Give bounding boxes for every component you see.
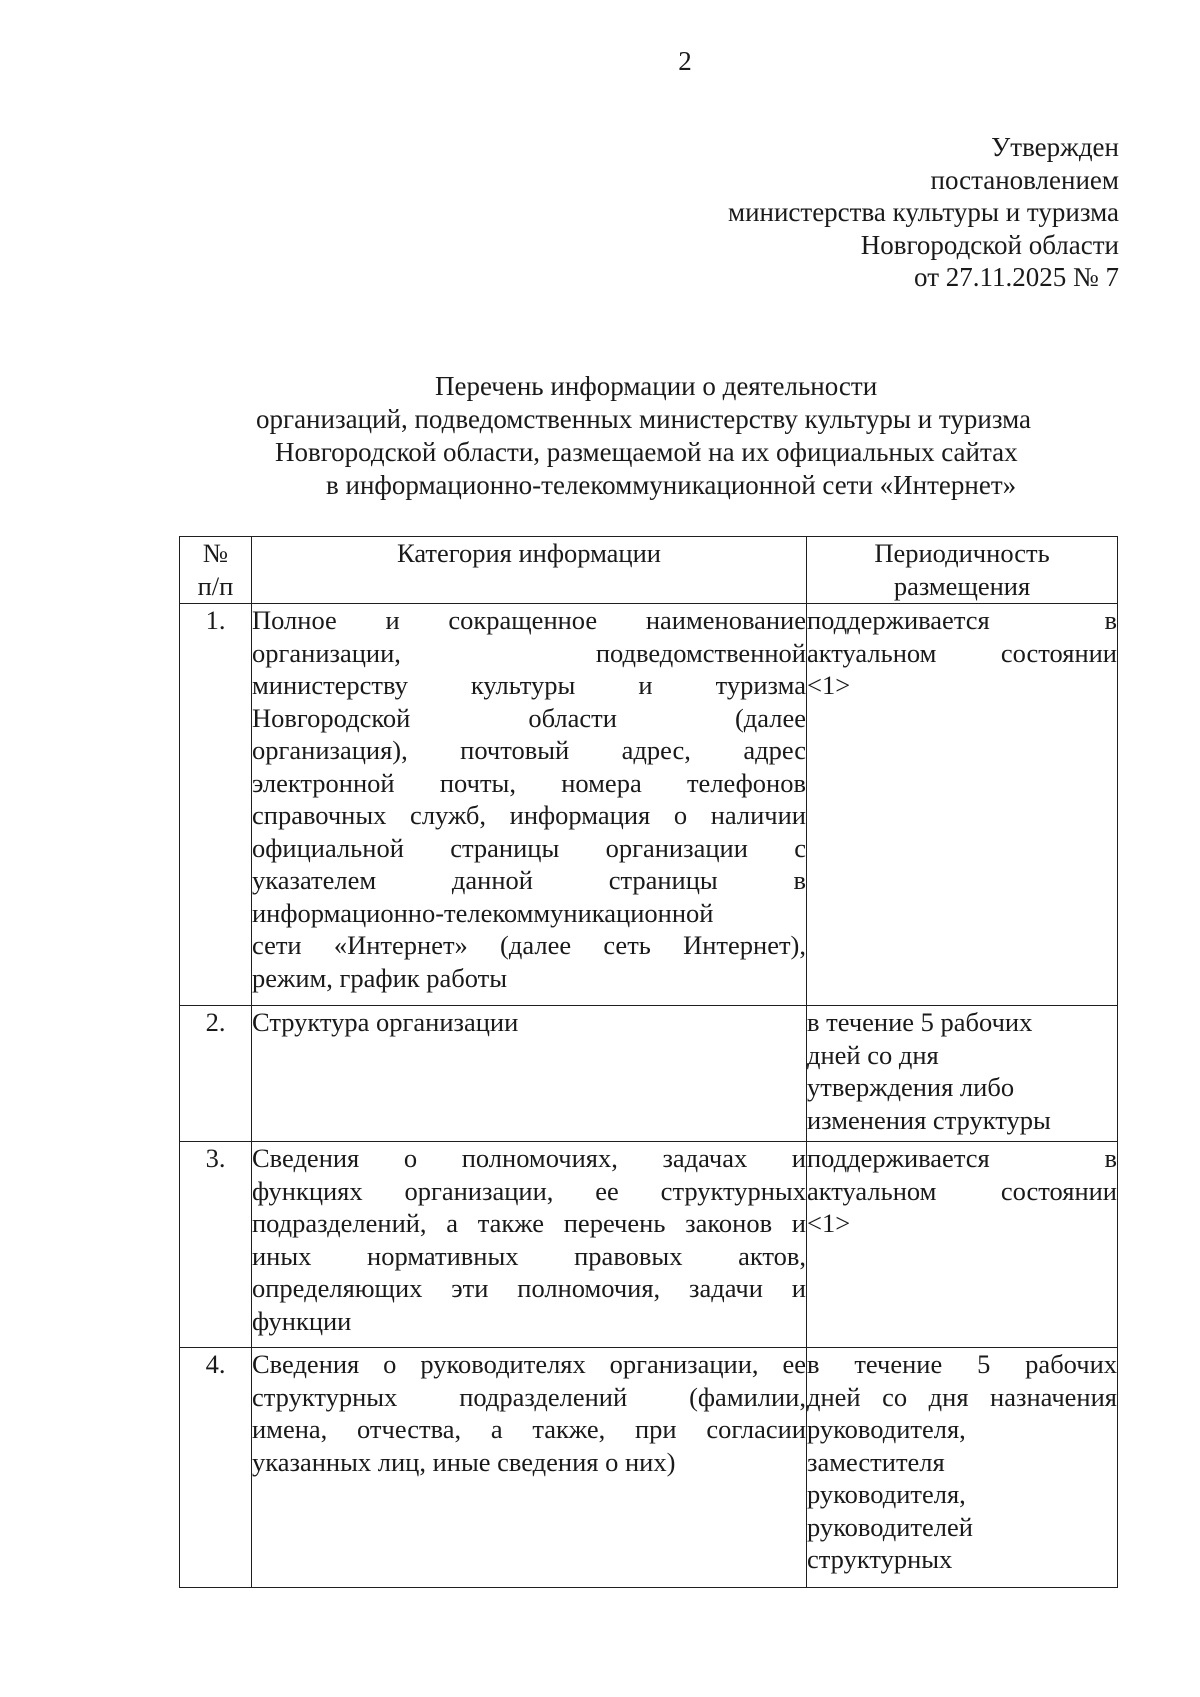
header-category-label: Категория информации bbox=[397, 538, 661, 568]
text-line: информационно-телекоммуникационной bbox=[252, 897, 714, 928]
approval-block bbox=[728, 131, 1119, 294]
row-category bbox=[252, 604, 807, 1006]
text-line: поддерживается в bbox=[807, 605, 1117, 635]
text-line: указанных лиц, иные сведения о них) bbox=[252, 1446, 676, 1477]
header-category bbox=[252, 537, 807, 604]
text-line: Сведения о полномочиях, задачах и bbox=[252, 1143, 806, 1173]
row-category bbox=[252, 1142, 807, 1348]
text-line: актуальном состоянии bbox=[807, 637, 1117, 668]
title-line: в информационно-телекоммуникационной сети «Интернет» bbox=[326, 470, 1017, 500]
information-table bbox=[179, 536, 1118, 1588]
text-line: официальной страницы организации с bbox=[252, 832, 806, 863]
text-line: поддерживается в bbox=[807, 1143, 1117, 1173]
table-row bbox=[180, 1348, 1118, 1588]
table-row bbox=[180, 1142, 1118, 1348]
text-line: Сведения о руководителях организации, ее bbox=[252, 1349, 806, 1379]
row-category bbox=[252, 1348, 807, 1588]
text-line: заместителя bbox=[807, 1446, 945, 1477]
text-line: утверждения либо bbox=[807, 1072, 1015, 1102]
text-line: руководителя, bbox=[807, 1414, 966, 1444]
approval-line: Новгородской области bbox=[860, 229, 1119, 260]
text-line: сети «Интернет» (далее сеть Интернет), bbox=[252, 930, 806, 960]
text-line: функциях организации, ее структурных bbox=[252, 1175, 806, 1206]
row-number: 2. bbox=[180, 1006, 252, 1142]
text-line: организации, подведомственной bbox=[252, 637, 806, 668]
text-line: министерству культуры и туризма bbox=[252, 670, 806, 700]
text-line: Полное и сокращенное наименование bbox=[252, 605, 806, 635]
header-number-line: № bbox=[202, 538, 229, 568]
text-line: иных нормативных правовых актов, bbox=[252, 1240, 806, 1271]
row-number: 4. bbox=[180, 1348, 252, 1588]
text-line: <1> bbox=[807, 1208, 851, 1238]
text-line: режим, график работы bbox=[252, 962, 508, 993]
text-line: имена, отчества, а также, при согласии bbox=[252, 1414, 806, 1444]
header-period-line: Периодичность bbox=[874, 538, 1050, 568]
title-line: Новгородской области, размещаемой на их официальных сайтах bbox=[275, 437, 1018, 467]
row-period bbox=[807, 1006, 1118, 1142]
header-number bbox=[180, 537, 252, 604]
text-line: Структура организации bbox=[252, 1007, 519, 1037]
approval-line: от 27.11.2025 № 7 bbox=[914, 262, 1119, 292]
text-line: руководителя, bbox=[807, 1479, 966, 1509]
table-row bbox=[180, 1006, 1118, 1142]
title-line: организаций, подведомственных министерству культуры и туризма bbox=[256, 404, 1031, 434]
row-period bbox=[807, 604, 1118, 1006]
text-line: функции bbox=[252, 1305, 352, 1336]
row-number: 3. bbox=[180, 1142, 252, 1348]
row-number: 1. bbox=[180, 604, 252, 1006]
text-line: в течение 5 рабочих bbox=[807, 1007, 1033, 1037]
approval-line: постановлением bbox=[930, 164, 1119, 195]
approval-line: министерства культуры и туризма bbox=[727, 197, 1119, 227]
header-number-line: п/п bbox=[197, 570, 234, 601]
text-line: указателем данной страницы в bbox=[252, 865, 806, 895]
row-period bbox=[807, 1142, 1118, 1348]
table-row bbox=[180, 604, 1118, 1006]
approval-line: Утвержден bbox=[991, 132, 1119, 162]
text-line: руководителей bbox=[807, 1511, 973, 1542]
text-line: актуальном состоянии bbox=[807, 1175, 1117, 1206]
text-line: <1> bbox=[807, 670, 851, 700]
header-period-line: размещения bbox=[893, 570, 1031, 601]
text-line: электронной почты, номера телефонов bbox=[252, 767, 806, 798]
text-line: справочных служб, информация о наличии bbox=[252, 800, 806, 830]
text-line: в течение 5 рабочих bbox=[807, 1349, 1117, 1379]
text-line: организация), почтовый адрес, адрес bbox=[252, 735, 806, 765]
text-line: структурных bbox=[807, 1544, 953, 1574]
text-line: дней со дня bbox=[807, 1039, 939, 1070]
row-category bbox=[252, 1006, 807, 1142]
text-line: изменения структуры bbox=[807, 1104, 1051, 1135]
text-line: определяющих эти полномочия, задачи и bbox=[252, 1273, 806, 1303]
text-line: дней со дня назначения bbox=[807, 1381, 1117, 1412]
text-line: структурных подразделений (фамилии, bbox=[252, 1381, 806, 1412]
row-period bbox=[807, 1348, 1118, 1588]
text-line: подразделений, а также перечень законов и bbox=[252, 1208, 806, 1238]
table-header-row bbox=[180, 537, 1118, 604]
text-line: Новгородской области (далее bbox=[252, 702, 806, 733]
title-line: Перечень информации о деятельности bbox=[435, 371, 878, 401]
header-period bbox=[807, 537, 1118, 604]
page-number: 2 bbox=[678, 46, 692, 76]
